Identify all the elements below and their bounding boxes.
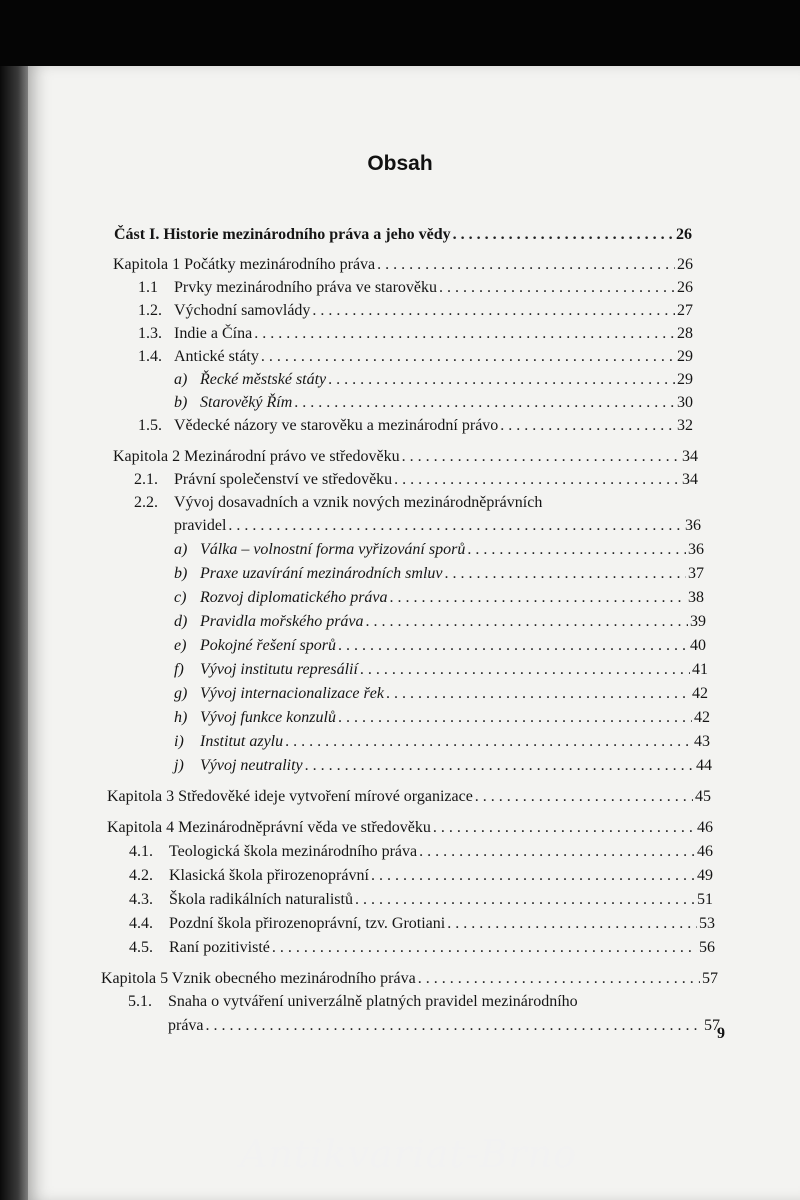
watermark: Antikvariat-Brno: [240, 1132, 578, 1176]
toc-entry: 1.2. Východní samovlády . . . 27: [138, 302, 693, 320]
toc-entry: 4.4. Pozdní škola přirozenoprávní, tzv. Grotiani . . . 53: [129, 915, 715, 933]
toc-entry: 2.1. Právní společenství ve středověku . . . 34: [134, 471, 698, 489]
toc-entry: b) Starověký Řím . . . 30: [174, 394, 693, 412]
toc-entry: 1.4. Antické státy . . . 29: [138, 348, 693, 366]
toc-entry: e) Pokojné řešení sporů . . . 40: [174, 637, 706, 655]
toc-entry-first-line: 2.2. Vývoj dosavadních a vznik nových mezinárodněprávních: [134, 494, 543, 511]
toc-entry: 1.1 Prvky mezinárodního práva ve starověku . . . 26: [138, 279, 693, 297]
toc-entry: a) Válka – volnostní forma vyřizování sporů . . . 36: [174, 541, 704, 559]
toc-entry: pravidel . . . 36: [174, 517, 701, 535]
page-number: 9: [717, 1025, 725, 1042]
toc-entry: f) Vývoj institutu represálií . . . 41: [174, 661, 708, 679]
toc-entry-chapter-2: Kapitola 2 Mezinárodní právo ve středověku . . . 34: [113, 448, 698, 466]
toc-entry: g) Vývoj internacionalizace řek . . . 42: [174, 685, 708, 703]
toc-entry: b) Praxe uzavírání mezinárodních smluv . . . 37: [174, 565, 704, 583]
toc-entry: 4.5. Raní pozitivisté . . . 56: [129, 939, 715, 957]
toc-entry: 4.1. Teologická škola mezinárodního práva . . . 46: [129, 843, 713, 861]
toc-entry: j) Vývoj neutrality . . . 44: [174, 757, 712, 775]
page-title: Obsah: [367, 152, 433, 175]
toc-entry-chapter-3: Kapitola 3 Středověké ideje vytvoření mírové organizace . . . 45: [107, 788, 711, 806]
toc-entry-first-line: 5.1. Snaha o vytváření univerzálně platných pravidel mezinárodního: [128, 993, 578, 1010]
toc-entry: h) Vývoj funkce konzulů . . . 42: [174, 709, 710, 727]
toc-entry: d) Pravidla mořského práva . . . 39: [174, 613, 706, 631]
toc-entry: i) Institut azylu . . . 43: [174, 733, 710, 751]
toc-entry-chapter-5: Kapitola 5 Vznik obecného mezinárodního práva . . . 57: [101, 970, 718, 988]
toc-entry-chapter-1: Kapitola 1 Počátky mezinárodního práva . . . 26: [113, 256, 693, 274]
toc-entry: 1.5. Vědecké názory ve starověku a mezinárodní právo . . . 32: [138, 417, 693, 435]
toc-entry: 4.2. Klasická škola přirozenoprávní . . . 49: [129, 867, 713, 885]
toc-entry-chapter-4: Kapitola 4 Mezinárodněprávní věda ve středověku . . . 46: [107, 819, 713, 837]
toc-entry: 1.3. Indie a Čína . . . 28: [138, 325, 693, 343]
toc-entry-part-1: Část I. Historie mezinárodního práva a jeho vědy . . . 26: [114, 226, 692, 244]
toc-entry: práva . . . 57: [168, 1017, 720, 1035]
toc-entry: c) Rozvoj diplomatického práva . . . 38: [174, 589, 704, 607]
toc-entry: 4.3. Škola radikálních naturalistů . . . 51: [129, 891, 713, 909]
toc-entry: a) Řecké městské státy . . . 29: [174, 371, 693, 389]
